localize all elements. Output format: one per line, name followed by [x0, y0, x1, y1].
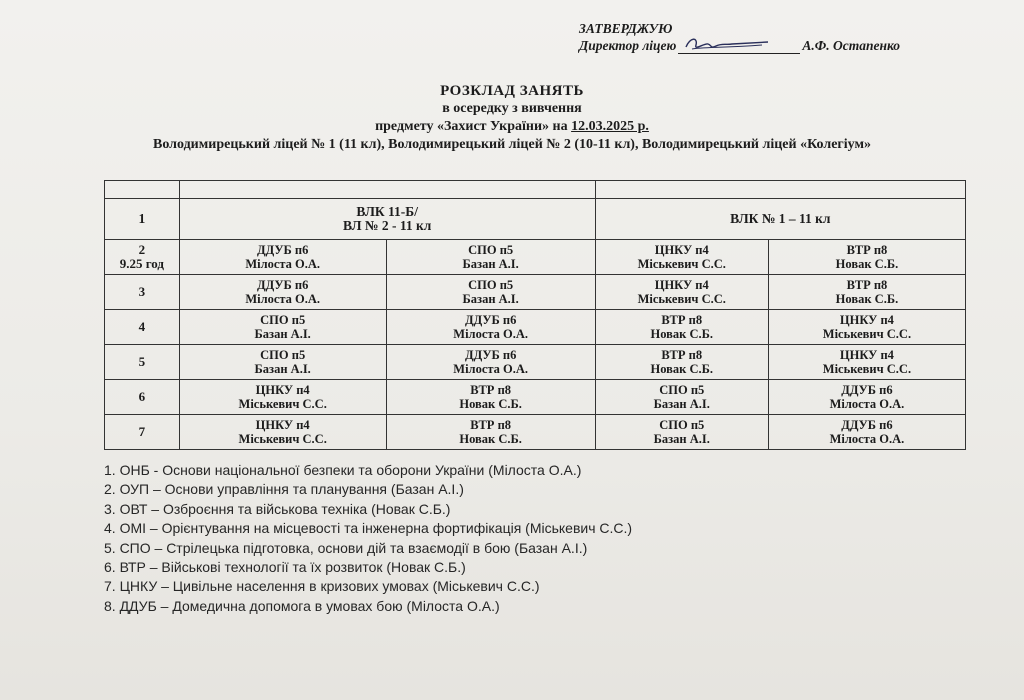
- legend-item: 1. ОНБ - Основи національної безпеки та оборони України (Мілоста О.А.): [104, 462, 582, 478]
- group-1-header: [179, 199, 595, 240]
- legend-item: 2. ОУП – Основи управління та планування (Базан А.І.): [104, 481, 464, 498]
- lesson-teacher: Новак С.Б.: [459, 432, 522, 446]
- lesson-teacher: Мілоста О.А.: [245, 292, 321, 306]
- lesson-cell: [768, 415, 965, 450]
- lesson-subject: ЦНКУ п4: [839, 313, 894, 327]
- legend-item: 3. ОВТ – Озброєння та військова техніка (Новак С.Б.): [104, 500, 451, 517]
- lesson-cell: [768, 380, 965, 415]
- approval-title: ЗАТВЕРДЖУЮ: [579, 21, 673, 36]
- lesson-teacher: Мілоста О.А.: [829, 432, 905, 446]
- table-row: [105, 275, 966, 310]
- lesson-cell: [179, 415, 386, 450]
- lesson-cell: [595, 310, 768, 345]
- lesson-teacher: Новак С.Б.: [835, 292, 899, 306]
- lesson-number-value: 2: [138, 242, 146, 257]
- page-title: РОЗКЛАД ЗАНЯТЬ: [440, 83, 584, 99]
- lesson-subject: ДДУБ п6: [841, 418, 893, 432]
- table-row: [105, 345, 966, 380]
- legend-item: 7. ЦНКУ – Цивільне населення в кризових умовах (Міськевич С.С.): [104, 578, 540, 595]
- legend-item: 5. СПО – Стрілецька підготовка, основи дій та взаємодії в бою (Базан А.І.): [104, 539, 588, 556]
- lesson-teacher: Базан А.І.: [653, 397, 710, 411]
- lesson-cell: [179, 345, 386, 380]
- lesson-number: 1: [105, 199, 180, 240]
- heading-schools: Володимирецький ліцей № 1 (11 кл), Володимирецький ліцей № 2 (10-11 кл), Володимирецький ліцей «Колегіум»: [152, 137, 872, 152]
- lesson-subject: ЦНКУ п4: [839, 348, 894, 362]
- lesson-teacher: Базан А.І.: [462, 292, 519, 306]
- lesson-subject: ВТР п8: [846, 278, 888, 292]
- lesson-teacher: Базан А.І.: [254, 362, 311, 376]
- lesson-subject: ВТР п8: [470, 418, 512, 432]
- legend-item: 8. ДДУБ – Домедична допомога в умовах бою (Мілоста О.А.): [104, 597, 500, 614]
- empty-cell: [105, 181, 180, 199]
- table-header-row: [105, 199, 966, 240]
- lesson-cell: [595, 345, 768, 380]
- lesson-rows: [105, 240, 966, 450]
- lesson-cell: [386, 380, 595, 415]
- lesson-cell: [595, 415, 768, 450]
- lesson-cell: [768, 240, 965, 275]
- lesson-teacher: Мілоста О.А.: [829, 397, 905, 411]
- table-row: [105, 240, 966, 275]
- lesson-subject: ДДУБ п6: [257, 278, 309, 292]
- lesson-teacher: Базан А.І.: [254, 327, 311, 341]
- document-heading: [0, 82, 1024, 154]
- schedule-table: [104, 180, 966, 450]
- lesson-subject: ДДУБ п6: [464, 313, 517, 327]
- lesson-teacher: Новак С.Б.: [650, 362, 714, 376]
- abbreviation-legend: [104, 461, 632, 616]
- lesson-teacher: Базан А.І.: [462, 257, 519, 271]
- lesson-subject: ЦНКУ п4: [654, 278, 709, 292]
- lesson-number: [105, 275, 180, 310]
- lesson-number-value: 3: [138, 284, 146, 299]
- lesson-number-value: 6: [138, 389, 146, 404]
- table-row: [105, 310, 966, 345]
- lesson-teacher: Новак С.Б.: [835, 257, 899, 271]
- lesson-number: [105, 415, 180, 450]
- lesson-time: 9.25 год: [119, 256, 164, 271]
- table-row: [105, 415, 966, 450]
- empty-cell: [179, 181, 595, 199]
- lesson-cell: [179, 310, 386, 345]
- lesson-teacher: Міськевич С.С.: [238, 432, 327, 446]
- lesson-subject: ВТР п8: [661, 348, 703, 362]
- lesson-subject: ВТР п8: [846, 243, 888, 257]
- group-2-header: ВЛК № 1 – 11 кл: [595, 199, 965, 240]
- approval-position: Директор ліцею: [579, 38, 677, 53]
- approval-block: [579, 20, 900, 54]
- lesson-subject: ВТР п8: [661, 313, 703, 327]
- lesson-cell: [386, 240, 595, 275]
- heading-line-2: в осередку з вивчення: [442, 101, 582, 116]
- lesson-subject: ДДУБ п6: [841, 383, 893, 397]
- group-1-header-line-2: ВЛ № 2 - 11 кл: [342, 218, 432, 233]
- signature-line: [678, 37, 800, 54]
- signature-icon: [682, 33, 772, 55]
- lesson-subject: ЦНКУ п4: [255, 383, 310, 397]
- lesson-subject: СПО п5: [468, 278, 514, 292]
- lesson-subject: ЦНКУ п4: [255, 418, 310, 432]
- lesson-number: [105, 310, 180, 345]
- lesson-cell: [595, 240, 768, 275]
- lesson-cell: [179, 380, 386, 415]
- lesson-subject: ЦНКУ п4: [654, 243, 709, 257]
- lesson-subject: ВТР п8: [470, 383, 512, 397]
- lesson-subject: СПО п5: [659, 383, 705, 397]
- lesson-teacher: Міськевич С.С.: [238, 397, 327, 411]
- lesson-teacher: Мілоста О.А.: [453, 327, 529, 341]
- lesson-number: [105, 345, 180, 380]
- lesson-cell: [386, 345, 595, 380]
- lesson-teacher: Міськевич С.С.: [637, 257, 726, 271]
- lesson-cell: [595, 380, 768, 415]
- lesson-subject: СПО п5: [468, 243, 514, 257]
- table-empty-row: [105, 181, 966, 199]
- lesson-cell: [386, 415, 595, 450]
- empty-cell: [595, 181, 965, 199]
- lesson-cell: [386, 310, 595, 345]
- lesson-cell: [768, 275, 965, 310]
- schedule-date: 12.03.2025 р.: [571, 119, 649, 134]
- lesson-subject: ДДУБ п6: [257, 243, 309, 257]
- lesson-teacher: Міськевич С.С.: [637, 292, 726, 306]
- lesson-cell: [179, 240, 386, 275]
- lesson-teacher: Мілоста О.А.: [453, 362, 529, 376]
- approval-name: А.Ф. Остапенко: [802, 38, 901, 53]
- lesson-cell: [768, 310, 965, 345]
- lesson-subject: СПО п5: [260, 313, 306, 327]
- legend-item: 4. ОМІ – Орієнтування на місцевості та інженерна фортифікація (Міськевич С.С.): [104, 520, 633, 537]
- lesson-teacher: Новак С.Б.: [459, 397, 522, 411]
- lesson-teacher: Мілоста О.А.: [245, 257, 321, 271]
- group-1-header-line-1: ВЛК 11-Б/: [356, 204, 418, 219]
- heading-line-3: [0, 118, 1024, 136]
- lesson-cell: [768, 345, 965, 380]
- lesson-number-value: 7: [138, 424, 146, 439]
- lesson-teacher: Міськевич С.С.: [822, 327, 912, 341]
- lesson-teacher: Міськевич С.С.: [822, 362, 912, 376]
- lesson-teacher: Новак С.Б.: [650, 327, 714, 341]
- table-row: [105, 380, 966, 415]
- lesson-number: [105, 380, 180, 415]
- lesson-number-value: 5: [138, 354, 146, 369]
- lesson-cell: [179, 275, 386, 310]
- lesson-cell: [595, 275, 768, 310]
- lesson-subject: СПО п5: [260, 348, 306, 362]
- heading-subject: предмету «Захист України» на: [375, 119, 572, 134]
- lesson-cell: [386, 275, 595, 310]
- lesson-teacher: Базан А.І.: [653, 432, 710, 446]
- lesson-number-value: 4: [138, 319, 146, 334]
- lesson-number: [105, 240, 180, 275]
- legend-item: 6. ВТР – Військові технології та їх розвиток (Новак С.Б.): [104, 559, 466, 576]
- lesson-subject: СПО п5: [659, 418, 705, 432]
- lesson-subject: ДДУБ п6: [464, 348, 517, 362]
